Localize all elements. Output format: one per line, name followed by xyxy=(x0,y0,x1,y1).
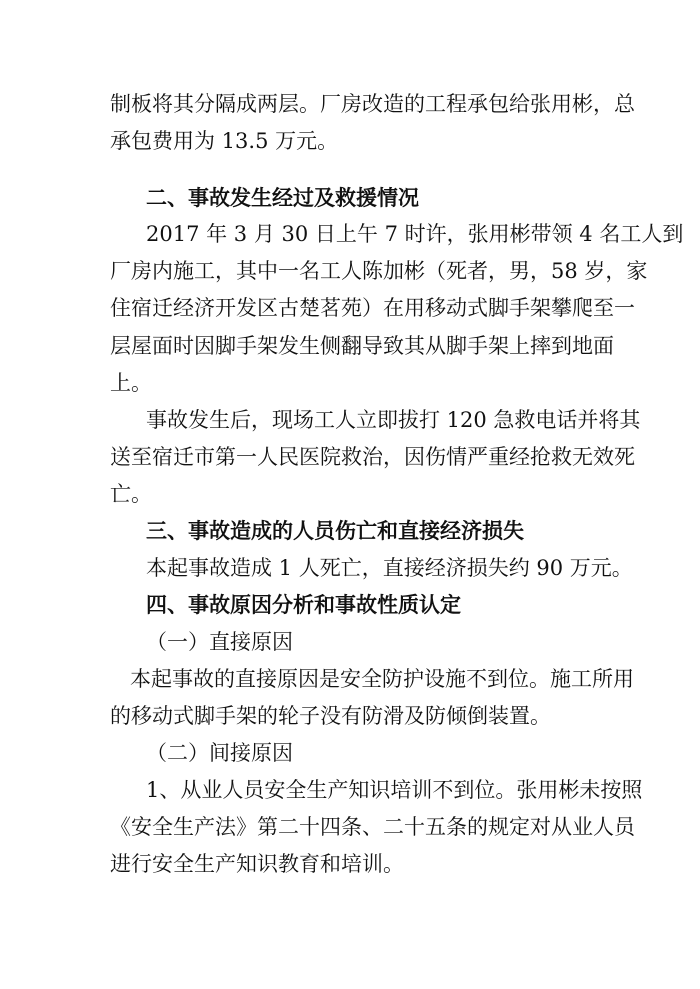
subsection-heading-2: （二）间接原因 xyxy=(146,741,293,765)
paragraph-line: 层屋面时因脚手架发生侧翻导致其从脚手架上摔到地面 xyxy=(110,334,614,358)
paragraph-line: 事故发生后，现场工人立即拔打 120 急救电话并将其 xyxy=(146,408,641,432)
paragraph-line: 承包费用为 13.5 万元。 xyxy=(110,129,339,153)
paragraph-line: 亡。 xyxy=(110,482,152,506)
section-heading-3: 三、事故造成的人员伤亡和直接经济损失 xyxy=(146,518,524,543)
paragraph-line: 《安全生产法》第二十四条、二十五条的规定对从业人员 xyxy=(110,815,635,839)
paragraph-line: 厂房内施工，其中一名工人陈加彬（死者，男，58 岁，家 xyxy=(110,259,648,283)
paragraph-line: 进行安全生产知识教育和培训。 xyxy=(110,852,404,876)
paragraph-line: 送至宿迁市第一人民医院救治，因伤情严重经抢救无效死 xyxy=(110,445,635,469)
paragraph-line: 本起事故造成 1 人死亡，直接经济损失约 90 万元。 xyxy=(146,556,633,580)
section-heading-4: 四、事故原因分析和事故性质认定 xyxy=(146,592,461,617)
paragraph-line: 本起事故的直接原因是安全防护设施不到位。施工所用 xyxy=(130,667,634,691)
paragraph-line: 2017 年 3 月 30 日上午 7 时许，张用彬带领 4 名工人到 xyxy=(146,222,684,246)
paragraph-line: 1、从业人员安全生产知识培训不到位。张用彬未按照 xyxy=(146,778,643,802)
subsection-heading-1: （一）直接原因 xyxy=(146,630,293,654)
paragraph-line: 的移动式脚手架的轮子没有防滑及防倾倒装置。 xyxy=(110,704,551,728)
paragraph-line: 上。 xyxy=(110,371,152,395)
paragraph-line: 制板将其分隔成两层。厂房改造的工程承包给张用彬，总 xyxy=(110,92,635,116)
paragraph-line: 住宿迁经济开发区古楚茗苑）在用移动式脚手架攀爬至一 xyxy=(110,296,635,320)
section-heading-2: 二、事故发生经过及救援情况 xyxy=(146,185,419,210)
